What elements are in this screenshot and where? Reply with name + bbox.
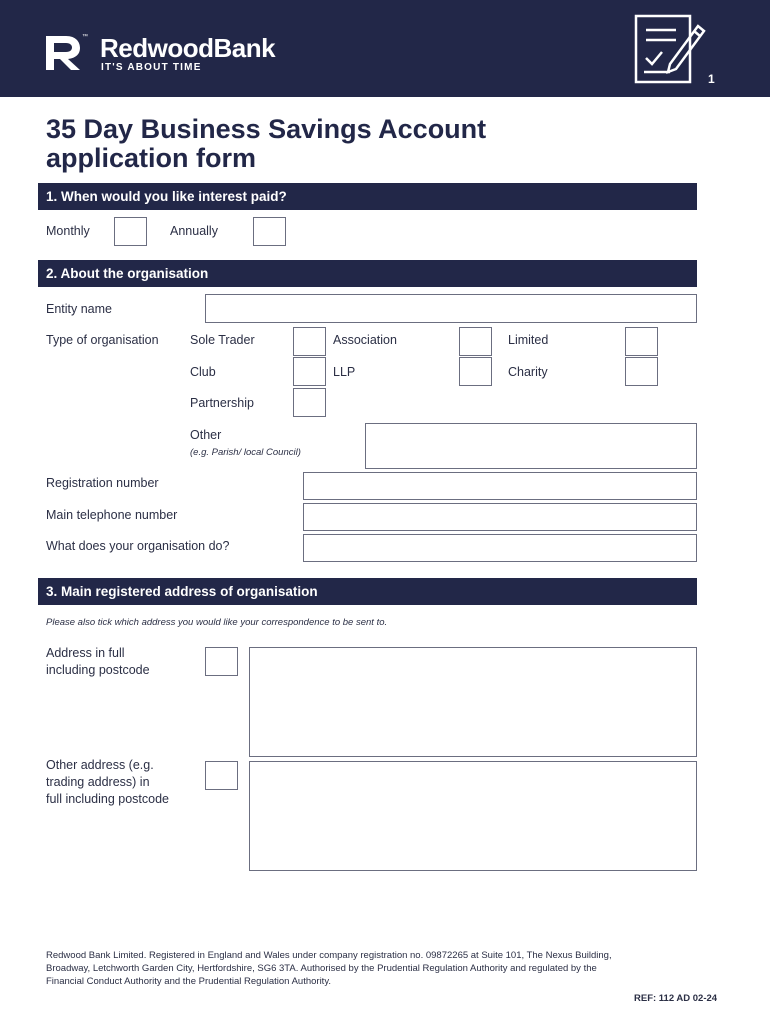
address-in-full-label xyxy=(46,645,150,679)
llp-checkbox[interactable] xyxy=(459,357,492,386)
page-header xyxy=(0,0,770,97)
other-address-correspondence-checkbox[interactable] xyxy=(205,761,238,790)
legal-line-2: Broadway, Letchworth Garden City, Hertfordshire, SG6 3TA. Authorised by the Prudential Regulation Authority and regulated by the xyxy=(46,963,597,974)
llp-label: LLP xyxy=(333,365,356,379)
main-telephone-label: Main telephone number xyxy=(46,508,178,522)
page-title xyxy=(46,115,606,173)
correspondence-note: Please also tick which address you would like your correspondence to be sent to. xyxy=(46,617,388,628)
club-label: Club xyxy=(190,365,216,379)
title-line-2: application form xyxy=(46,143,257,173)
other-address-line-3: full including postcode xyxy=(46,792,169,806)
association-label: Association xyxy=(333,333,397,347)
entity-name-field[interactable] xyxy=(205,294,697,323)
section-2-heading: 2. About the organisation xyxy=(38,260,697,287)
registration-number-field[interactable] xyxy=(303,472,697,500)
legal-footer xyxy=(46,949,686,988)
association-checkbox[interactable] xyxy=(459,327,492,356)
redwood-logo-icon xyxy=(44,32,84,72)
limited-checkbox[interactable] xyxy=(625,327,658,356)
brand-name: RedwoodBank xyxy=(100,33,276,63)
other-label: Other xyxy=(190,428,222,442)
other-address-line-1: Other address (e.g. xyxy=(46,758,154,772)
monthly-label: Monthly xyxy=(46,224,90,238)
what-does-organisation-do-field[interactable] xyxy=(303,534,697,562)
address-label-line-2: including postcode xyxy=(46,663,150,677)
form-checklist-icon xyxy=(630,12,708,86)
other-example-note: (e.g. Parish/ local Council) xyxy=(190,447,301,458)
partnership-checkbox[interactable] xyxy=(293,388,326,417)
type-of-organisation-label: Type of organisation xyxy=(46,333,159,347)
address-label-line-1: Address in full xyxy=(46,646,125,660)
what-does-organisation-do-label: What does your organisation do? xyxy=(46,539,230,553)
reference-code: REF: 112 AD 02-24 xyxy=(634,993,718,1004)
section-3-heading: 3. Main registered address of organisation xyxy=(38,578,697,605)
section-1-heading: 1. When would you like interest paid? xyxy=(38,183,697,210)
charity-checkbox[interactable] xyxy=(625,357,658,386)
trademark-symbol: ™ xyxy=(82,34,88,40)
other-address-line-2: trading address) in xyxy=(46,775,150,789)
charity-label: Charity xyxy=(508,365,548,379)
entity-name-label: Entity name xyxy=(46,302,113,316)
address-in-full-field[interactable] xyxy=(249,647,697,757)
address-correspondence-checkbox[interactable] xyxy=(205,647,238,676)
registration-number-label: Registration number xyxy=(46,476,159,490)
partnership-label: Partnership xyxy=(190,396,254,410)
club-checkbox[interactable] xyxy=(293,357,326,386)
main-telephone-field[interactable] xyxy=(303,503,697,531)
sole-trader-label: Sole Trader xyxy=(190,333,255,347)
annually-checkbox[interactable] xyxy=(253,217,286,246)
other-address-field[interactable] xyxy=(249,761,697,871)
annually-label: Annually xyxy=(170,224,218,238)
other-address-label xyxy=(46,757,169,808)
limited-label: Limited xyxy=(508,333,549,347)
title-line-1: 35 Day Business Savings Account xyxy=(46,114,487,144)
page-number: 1 xyxy=(708,72,715,86)
other-organisation-field[interactable] xyxy=(365,423,697,469)
legal-line-3: Financial Conduct Authority and the Prudential Regulation Authority. xyxy=(46,976,331,987)
brand-tagline: IT'S ABOUT TIME xyxy=(101,62,202,73)
sole-trader-checkbox[interactable] xyxy=(293,327,326,356)
monthly-checkbox[interactable] xyxy=(114,217,147,246)
legal-line-1: Redwood Bank Limited. Registered in England and Wales under company registration no. 09872265 at Suite 101, The Nexus Building, xyxy=(46,950,612,961)
